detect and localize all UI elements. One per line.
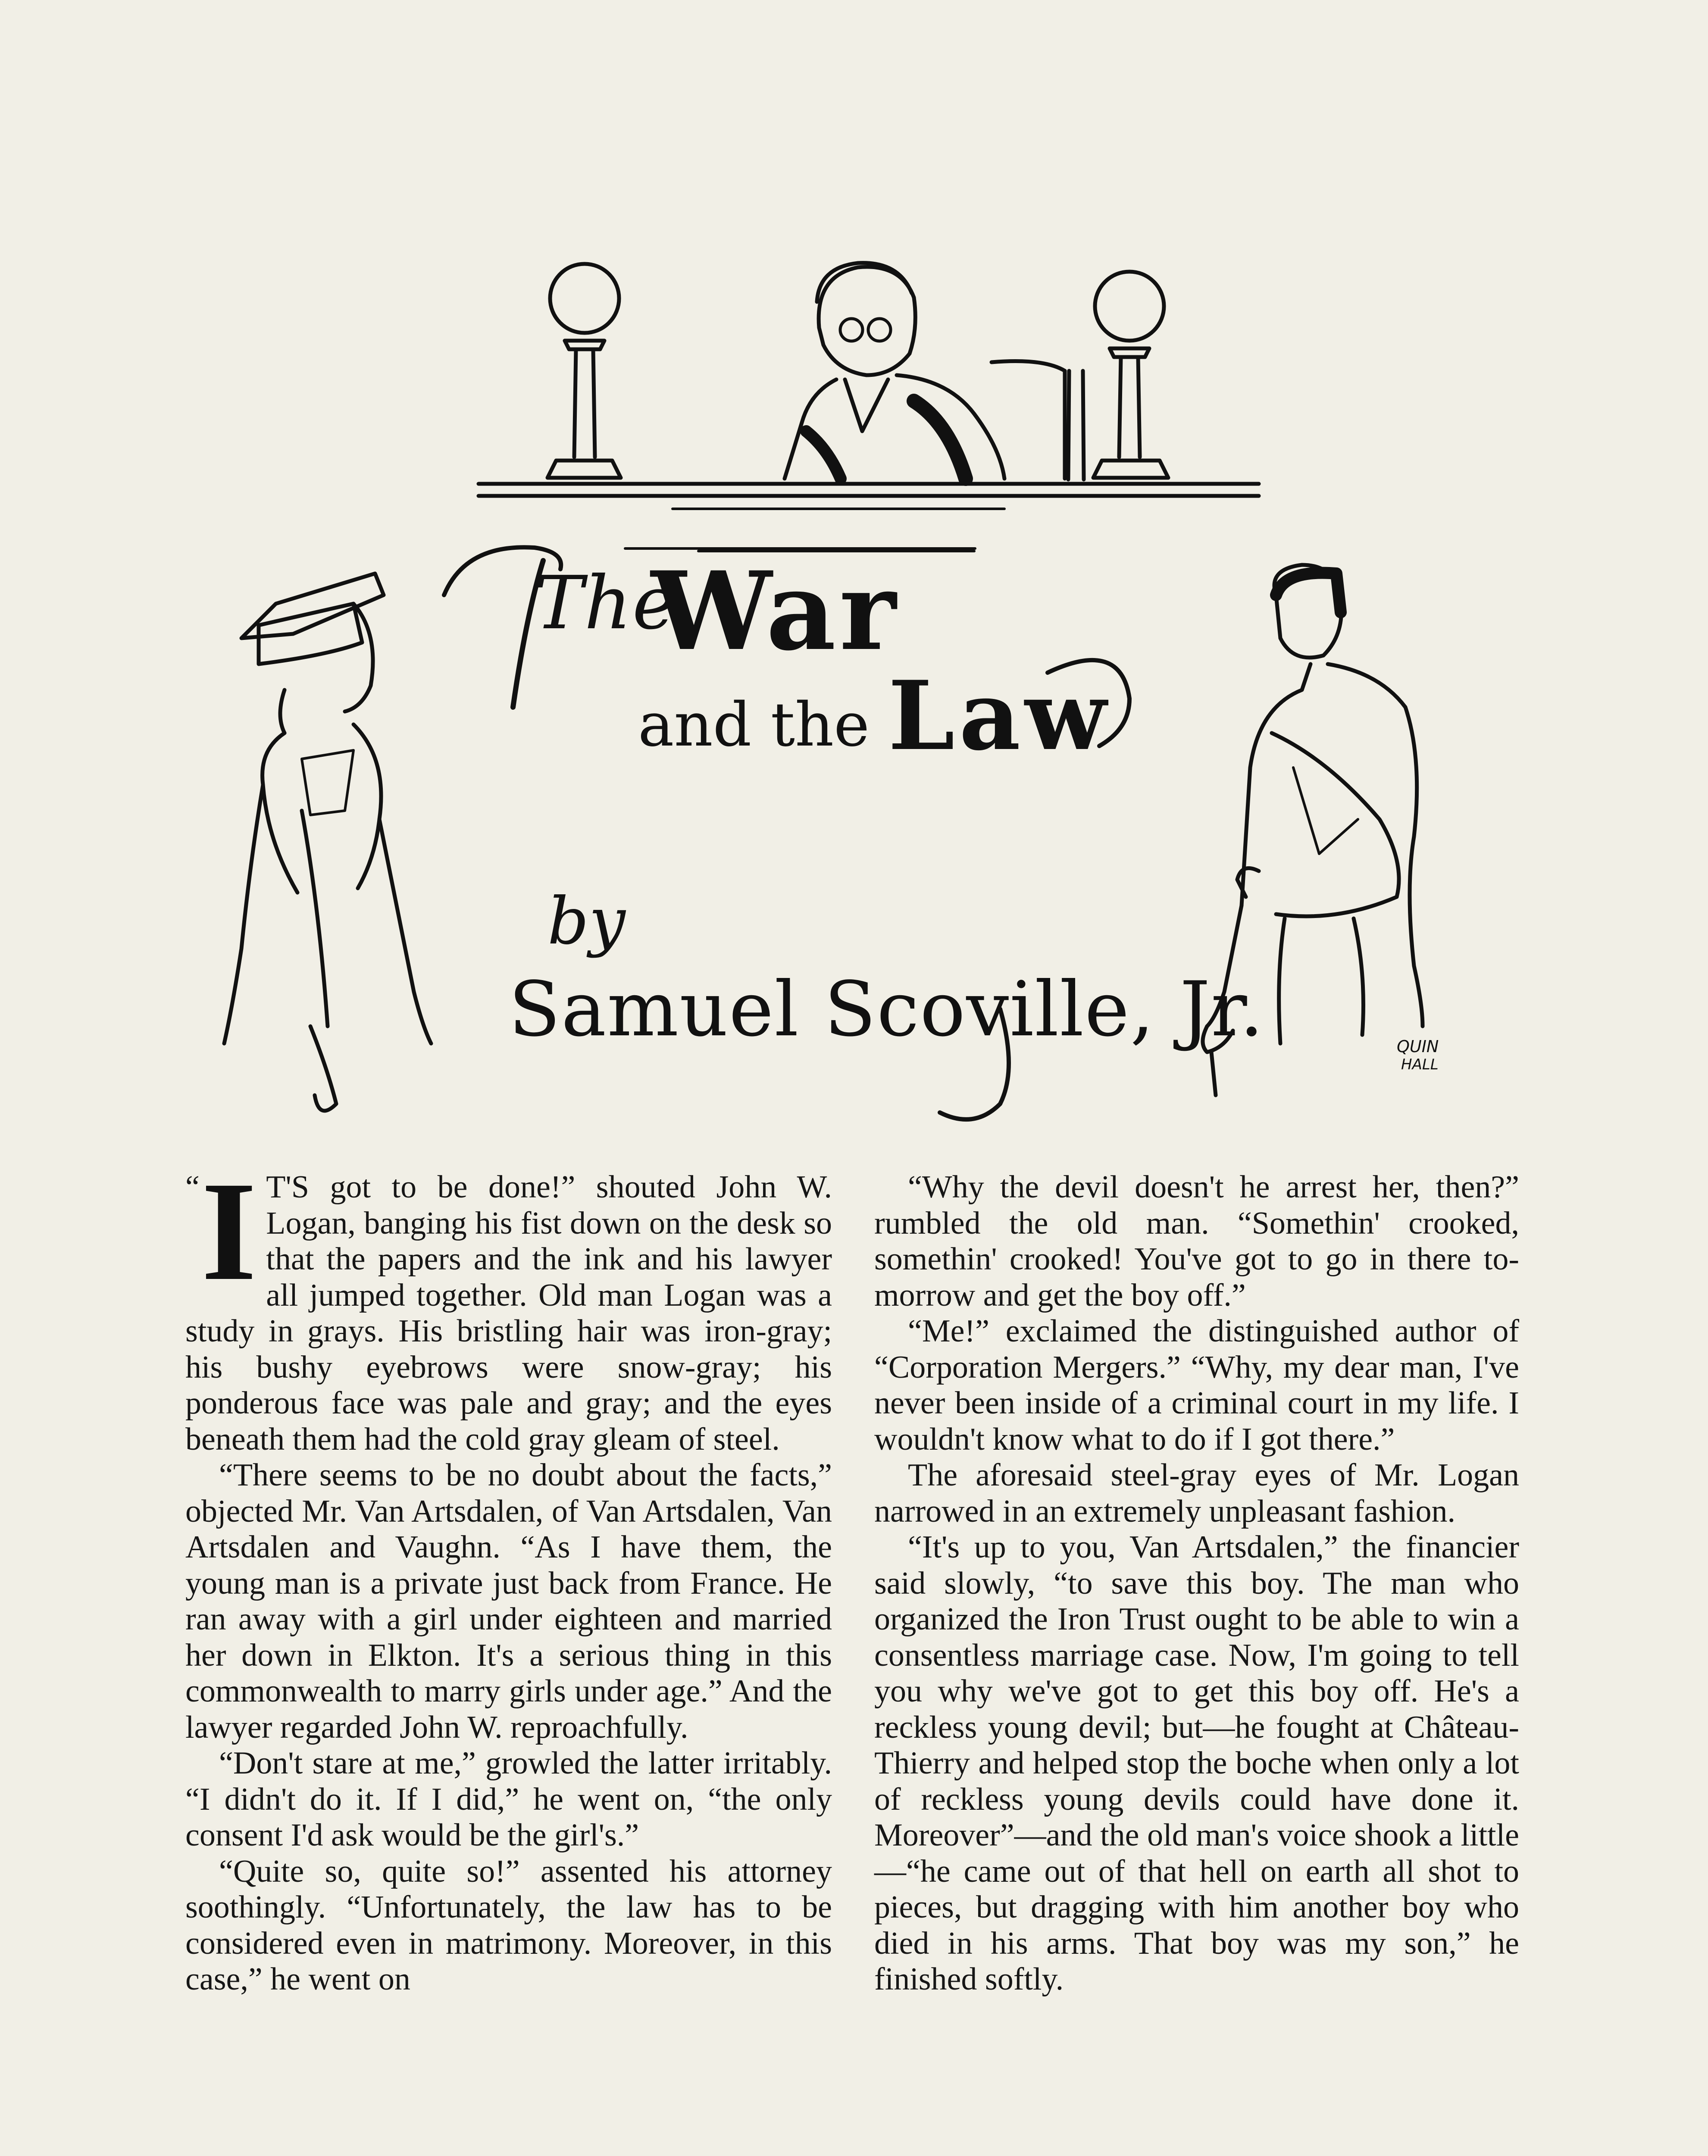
paragraph: “Why the devil doesn't he arrest her, then?” rumbled the old man. “Somethin' crooked, somethin' crooked! You've got to go in there to-morrow and get the boy off.” — [874, 1169, 1519, 1313]
title-war: War — [651, 548, 900, 674]
left-column — [185, 1153, 832, 1998]
paragraph: “Me!” exclaimed the distinguished author of “Corporation Mergers.” “Why, my dear man, I've never been inside of a criminal court in my life. I wouldn't know what to do if I got there.” — [874, 1313, 1519, 1457]
artist-signature: QUIN — [1397, 1037, 1439, 1056]
title-the: The — [535, 561, 677, 646]
byline-by: by — [547, 884, 626, 959]
byline-author: Samuel Scoville, Jr. — [509, 966, 1265, 1053]
judge-bench-drawing — [479, 263, 1259, 551]
title-law: Law — [888, 660, 1111, 771]
paragraph: “There seems to be no doubt about the facts,” objected Mr. Van Artsdalen, of Van Artsdalen, Van Artsdalen and Vaughn. “As I have them, the young man is a private just back from France. He ran away with a girl under eighteen and married her down in Elkton. It's a serious thing in this commonwealth to marry girls under age.” And the lawyer regarded John W. reproachfully. — [185, 1457, 832, 1745]
drop-cap: I — [201, 1153, 257, 1310]
title-and-the: and the — [638, 690, 870, 760]
paragraph: The aforesaid steel-gray eyes of Mr. Logan narrowed in an extremely unpleasant fashion. — [874, 1457, 1519, 1529]
woman-drawing — [224, 573, 431, 1111]
svg-text:HALL: HALL — [1401, 1056, 1439, 1073]
right-column — [874, 1169, 1519, 1998]
paragraph: “It's up to you, Van Artsdalen,” the financier said slowly, “to save this boy. The man who organized the Iron Trust ought to be able to win a consentless marriage case. Now, I'm going to tell you why we've got to get this boy off. He's a reckless young devil; but—he fought at Château-Thierry and helped stop the boche when only a lot of reckless young devils could have done it. Moreover”—and the old man's voice shook a little—“he came out of that hell on earth all shot to pieces, but dragging with him another boy who died in his arms. That boy was my son,” he finished softly. — [874, 1529, 1519, 1997]
paragraph: “Quite so, quite so!” assented his attorney soothingly. “Unfortunately, the law has to be considered even in matrimony. Moreover, in this case,” he went on — [185, 1853, 832, 1997]
paragraph: “Don't stare at me,” growled the latter irritably. “I didn't do it. If I did,” he went on, “the only consent I'd ask would be the girl's.” — [185, 1745, 832, 1853]
drop-open-quote: “ — [185, 1169, 200, 1205]
paragraph — [185, 1153, 832, 1457]
paragraph-text: T'S got to be done!” shouted John W. Logan, banging his fist down on the desk so that the papers and the ink and his lawyer all jumped together. Old man Logan was a study in grays. His bristling hair was iron-gray; his bushy eyebrows were snow-gray; his ponderous face was pale and gray; and the eyes beneath them had the cold gray gleam of steel. — [185, 1169, 832, 1457]
